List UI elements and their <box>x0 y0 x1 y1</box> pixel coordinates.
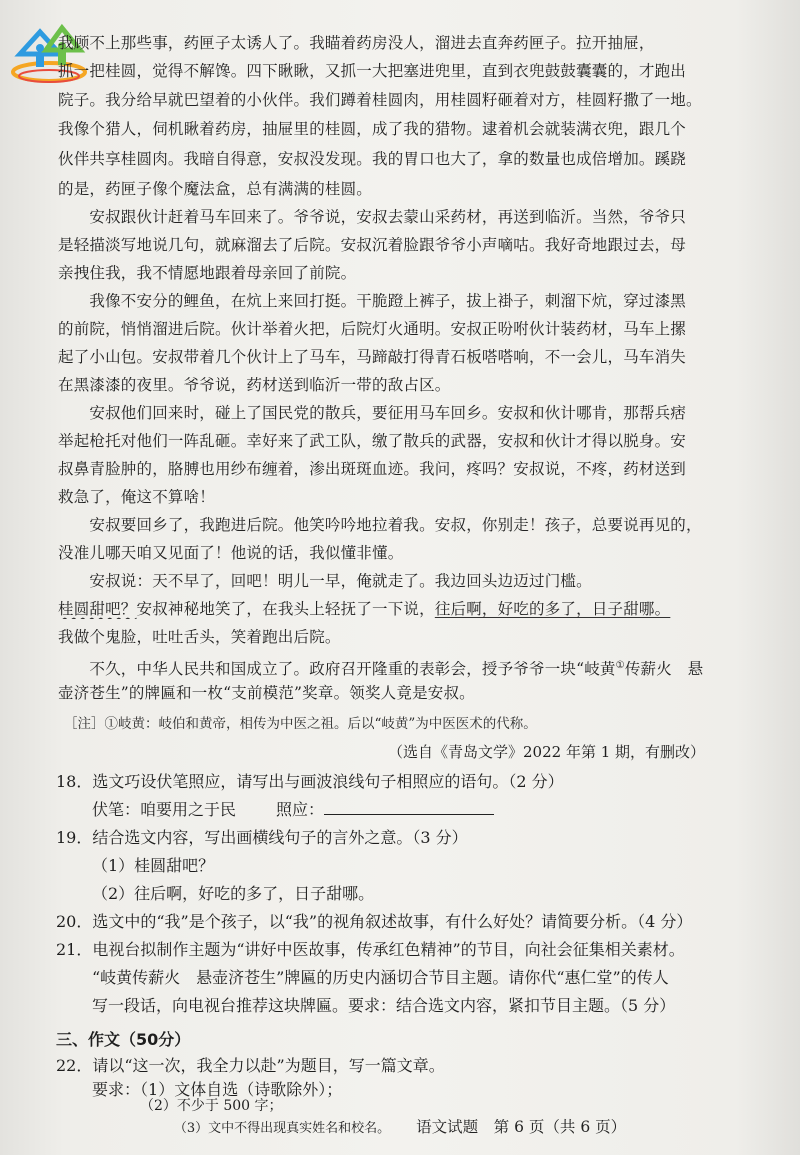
question-18: 18．选文巧设伏笔照应，请写出与画波浪线句子相照应的语句。（2 分） <box>56 772 564 791</box>
question-22: 22．请以“这一次，我全力以赴”为题目，写一篇文章。 <box>56 1056 445 1075</box>
passage-line: 亲拽住我，我不情愿地跟着母亲回了前院。 <box>58 264 357 282</box>
passage-line: 院子。我分给早就巴望着的小伙伴。我们蹲着桂圆肉，用桂圆籽砸着对方，桂圆籽撒了一地。 <box>58 91 702 109</box>
passage-line: 是轻描淡写地说几句，就麻溜去了后院。安叔沉着脸跟爷爷小声嘀咕。我好奇地跟过去，母 <box>58 236 687 254</box>
passage-line: 没准儿哪天咱又见面了！他说的话，我似懂非懂。 <box>58 544 404 562</box>
echo-label: 照应： <box>276 800 325 819</box>
passage-line: 安叔跟伙计赶着马车回来了。爷爷说，安叔去蒙山采药材，再送到临沂。当然，爷爷只 <box>58 208 687 226</box>
requirement-1: 要求：（1）文体自选（诗歌除外）； <box>92 1080 343 1099</box>
passage-line: 的前院，悄悄溜进后院。伙计举着火把，后院灯火通明。安叔正吩咐伙计装药材，马车上摞 <box>58 320 687 338</box>
answer-blank[interactable] <box>324 800 494 815</box>
passage-line: 举起枪托对他们一阵乱砸。幸好来了武工队，缴了散兵的武器，安叔和伙计才得以脱身。安 <box>58 432 687 450</box>
requirement-3: （3）文中不得出现真实姓名和校名。 <box>173 1121 391 1136</box>
wavy-underlined-sentence: 桂圆甜吧？ <box>58 600 137 618</box>
requirement-2: （2）不少于 500 字； <box>140 1098 283 1114</box>
footnote: ［注］①岐黄：岐伯和黄帝，相传为中医之祖。后以“岐黄”为中医医术的代称。 <box>64 716 537 732</box>
foreshadow-label: 伏笔：咱要用之于民 <box>92 800 237 819</box>
passage-line: 我像个猎人，伺机瞅着药房，抽屉里的桂圆，成了我的猎物。逮着机会就装满衣兜，跟几个 <box>58 120 687 138</box>
question-19-item: （2）往后啊，好吃的多了，日子甜哪。 <box>92 884 375 903</box>
passage-line: 我像不安分的鲤鱼，在炕上来回打挺。干脆蹬上裤子，拔上褂子，刺溜下炕，穿过漆黑 <box>58 292 687 310</box>
passage-line-underlined: 桂圆甜吧？安叔神秘地笑了，在我头上轻抚了一下说，往后啊，好吃的多了，日子甜哪。 <box>58 600 671 618</box>
passage-line: 抓一把桂圆，觉得不解馋。四下瞅瞅，又抓一大把塞进兜里，直到衣兜鼓鼓囊囊的，才跑出 <box>58 62 687 80</box>
page-footer: （3）文中不得出现真实姓名和校名。 语文试题 第 6 页（共 6 页） <box>173 1118 627 1136</box>
passage-line: 安叔要回乡了，我跑进后院。他笑吟吟地拉着我。安叔，你别走！孩子，总要说再见的， <box>58 516 702 534</box>
passage-line: 我做个鬼脸，吐吐舌头，笑着跑出后院。 <box>58 628 341 646</box>
passage-line: 的是，药匣子像个魔法盒，总有满满的桂圆。 <box>58 180 373 198</box>
passage-line: 安叔说：天不早了，回吧！明儿一早，俺就走了。我边回头边迈过门槛。 <box>58 572 592 590</box>
section-heading: 三、作文（50分） <box>56 1030 191 1049</box>
underlined-sentence: 往后啊，好吃的多了，日子甜哪。 <box>434 600 671 618</box>
question-21-line: 写一段话，向电视台推荐这块牌匾。要求：结合选文内容，紧扣节目主题。（5 分） <box>92 996 676 1015</box>
question-18-answer-row <box>92 800 782 820</box>
passage-line: 我顾不上那些事，药匣子太诱人了。我瞄着药房没人，溜进去直奔药匣子。拉开抽屉， <box>58 34 655 52</box>
passage-line: 伙伴共享桂圆肉。我暗自得意，安叔没发现。我的胃口也大了，拿的数量也成倍增加。蹊跷 <box>58 150 687 168</box>
passage-line: 安叔他们回来时，碰上了国民党的散兵，要征用马车回乡。安叔和伙计哪肯，那帮兵痞 <box>58 404 687 422</box>
passage-line: 叔鼻青脸肿的，胳膊也用纱布缠着，渗出斑斑血迹。我问，疼吗？安叔说，不疼，药材送到 <box>58 460 687 478</box>
question-19-item: （1）桂圆甜吧？ <box>92 856 215 875</box>
passage-line: 壶济苍生”的牌匾和一枚“支前模范”奖章。领奖人竟是安叔。 <box>58 684 475 702</box>
question-20: 20．选文中的“我”是个孩子，以“我”的视角叙述故事，有什么好处？请简要分析。（4 分） <box>56 912 693 931</box>
question-21: 21．电视台拟制作主题为“讲好中医故事，传承红色精神”的节目，向社会征集相关素材。 <box>56 940 685 959</box>
question-21-line: “岐黄传薪火 悬壶济苍生”牌匾的历史内涵切合节目主题。请你代“惠仁堂”的传人 <box>92 968 669 987</box>
question-19: 19．结合选文内容，写出画横线句子的言外之意。（3 分） <box>56 828 468 847</box>
passage-line: 起了小山包。安叔带着几个伙计上了马车，马蹄敲打得青石板嗒嗒响，不一会儿，马车消失 <box>58 348 687 366</box>
passage-line: 救急了，俺这不算啥！ <box>58 488 216 506</box>
source-citation: （选自《青岛文学》2022 年第 1 期，有删改） <box>388 743 706 761</box>
passage-line: 在黑漆漆的夜里。爷爷说，药材送到临沂一带的敌占区。 <box>58 376 451 394</box>
passage-line: 不久，中华人民共和国成立了。政府召开隆重的表彰会，授予爷爷一块“岐黄①传薪火 悬 <box>58 660 704 679</box>
